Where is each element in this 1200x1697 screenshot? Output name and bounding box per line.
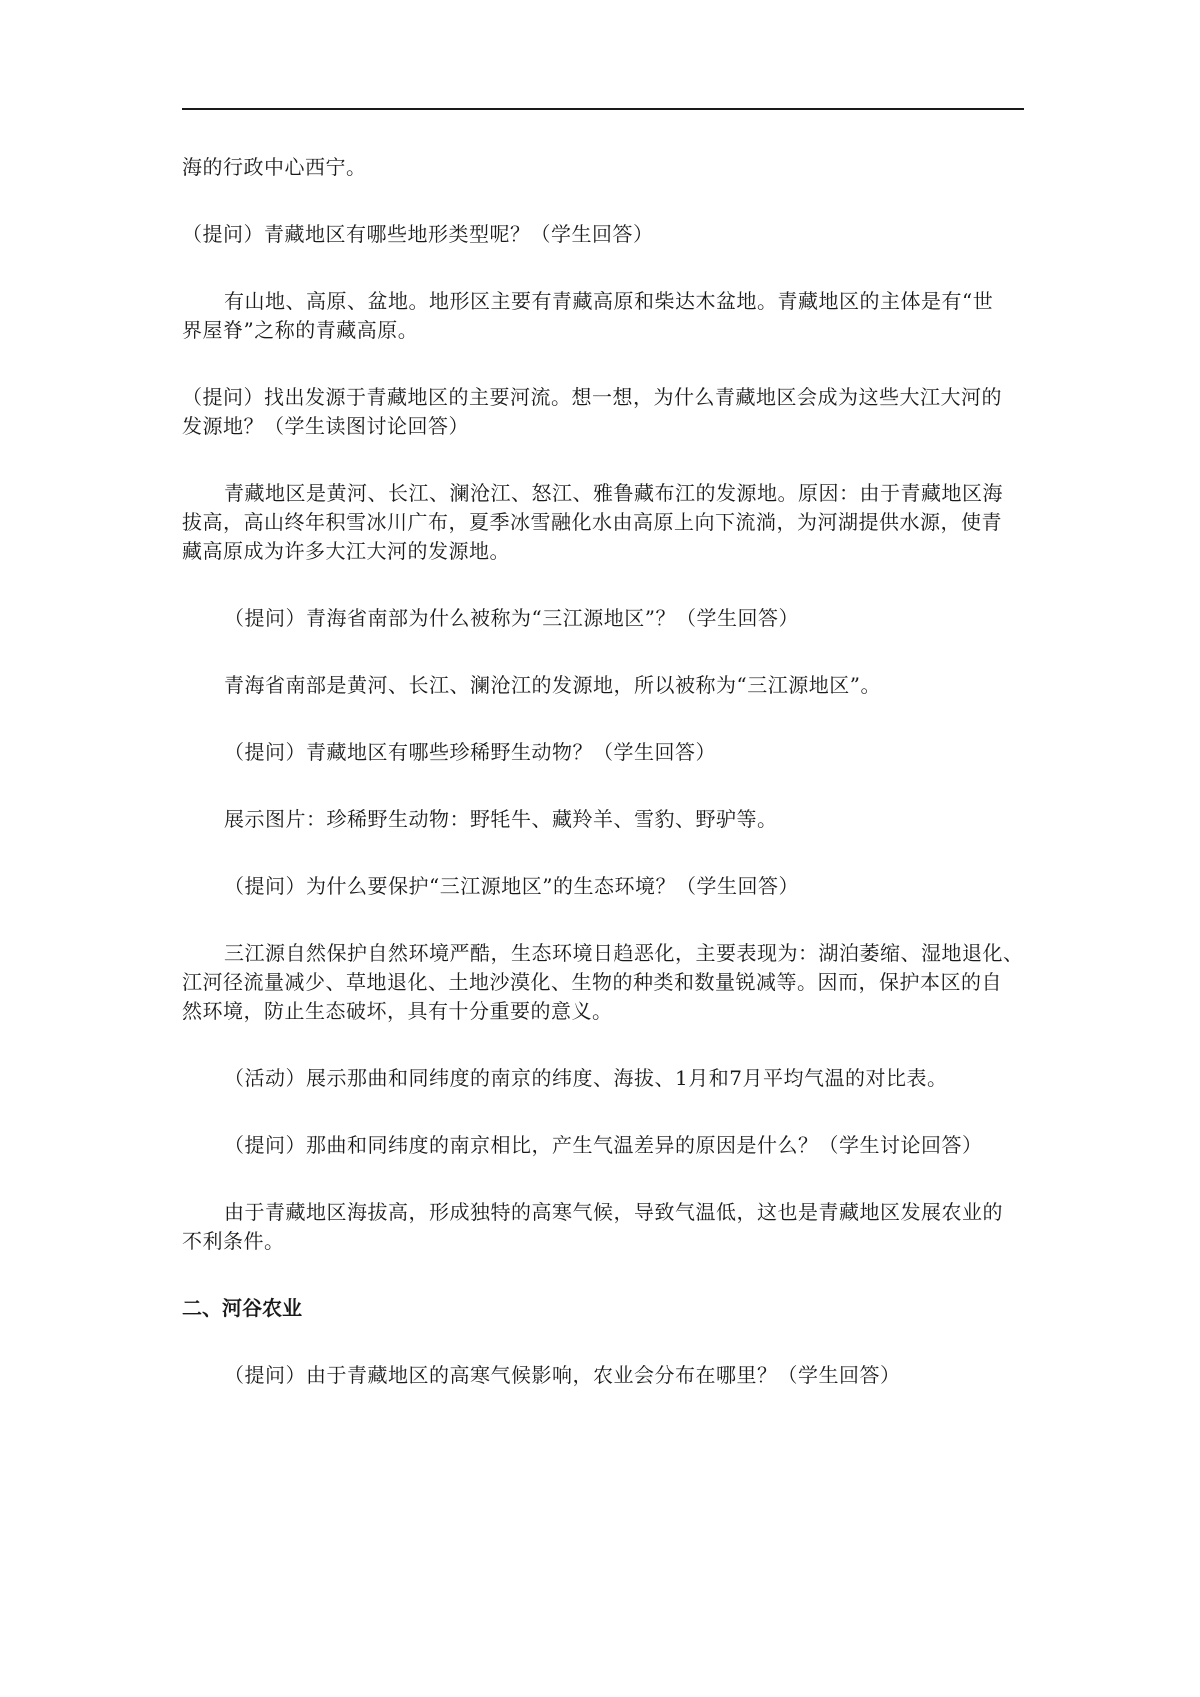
line: 不利条件。 — [182, 1229, 285, 1253]
line: 青海省南部是黄河、长江、澜沧江的发源地，所以被称为“三江源地区”。 — [224, 673, 881, 697]
question-agriculture — [182, 1361, 1024, 1390]
document-body — [182, 153, 1024, 1390]
answer-terrain — [182, 287, 1024, 345]
header-rule — [182, 108, 1024, 110]
paragraph-continuation — [182, 153, 1024, 182]
answer-rivers — [182, 479, 1024, 566]
line: （提问）青藏地区有哪些珍稀野生动物？（学生回答） — [224, 740, 716, 764]
line: 藏高原成为许多大江大河的发源地。 — [182, 539, 510, 563]
line: 然环境，防止生态破坏，具有十分重要的意义。 — [182, 999, 613, 1023]
activity-comparison-table — [182, 1064, 1024, 1093]
question-sanjiangyuan — [182, 604, 1024, 633]
answer-sanjiangyuan — [182, 671, 1024, 700]
line: 界屋脊”之称的青藏高原。 — [182, 318, 419, 342]
line: 江河径流量减少、草地退化、土地沙漠化、生物的种类和数量锐减等。因而，保护本区的自 — [182, 970, 1002, 994]
answer-wildlife — [182, 805, 1024, 834]
line: （提问）为什么要保护“三江源地区”的生态环境？（学生回答） — [224, 874, 799, 898]
question-temperature — [182, 1131, 1024, 1160]
line: 展示图片：珍稀野生动物：野牦牛、藏羚羊、雪豹、野驴等。 — [224, 807, 778, 831]
line: （提问）由于青藏地区的高寒气候影响，农业会分布在哪里？（学生回答） — [224, 1363, 901, 1387]
question-rivers — [182, 383, 1024, 441]
question-protection — [182, 872, 1024, 901]
answer-protection — [182, 939, 1024, 1026]
line: （活动）展示那曲和同纬度的南京的纬度、海拔、1月和7月平均气温的对比表。 — [224, 1066, 948, 1090]
line: （提问）找出发源于青藏地区的主要河流。想一想，为什么青藏地区会成为这些大江大河的 — [182, 385, 1002, 409]
line: 拔高，高山终年积雪冰川广布，夏季冰雪融化水由高原上向下流淌，为河湖提供水源，使青 — [182, 510, 1002, 534]
answer-temperature — [182, 1198, 1024, 1256]
line: 海的行政中心西宁。 — [182, 155, 367, 179]
line: 三江源自然保护自然环境严酷，生态环境日趋恶化，主要表现为：湖泊萎缩、湿地退化、 — [224, 941, 1024, 965]
line: 青藏地区是黄河、长江、澜沧江、怒江、雅鲁藏布江的发源地。原因：由于青藏地区海 — [224, 481, 1003, 505]
line: 有山地、高原、盆地。地形区主要有青藏高原和柴达木盆地。青藏地区的主体是有“世 — [224, 289, 994, 313]
line: 由于青藏地区海拔高，形成独特的高寒气候，导致气温低，这也是青藏地区发展农业的 — [224, 1200, 1003, 1224]
line: 发源地？（学生读图讨论回答） — [182, 414, 469, 438]
question-wildlife — [182, 738, 1024, 767]
line: （提问）青海省南部为什么被称为“三江源地区”？（学生回答） — [224, 606, 799, 630]
section-heading: 二、河谷农业 — [182, 1296, 302, 1320]
line: （提问）那曲和同纬度的南京相比，产生气温差异的原因是什么？（学生讨论回答） — [224, 1133, 983, 1157]
question-terrain — [182, 220, 1024, 249]
line: （提问）青藏地区有哪些地形类型呢？（学生回答） — [182, 222, 654, 246]
